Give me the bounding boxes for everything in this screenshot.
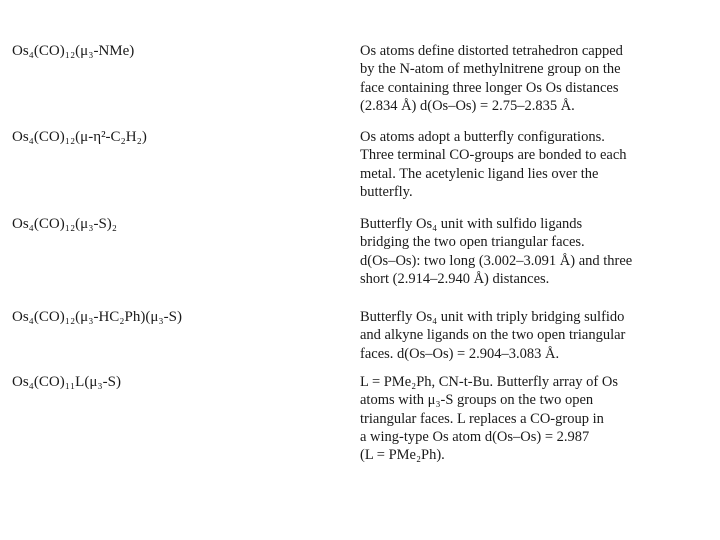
compound-formula: Os₄(CO)₁₁L(μ₃-S) (12, 374, 121, 390)
description-line: (L = PMe₂Ph). (360, 447, 445, 464)
description-line: d(Os–Os): two long (3.002–3.091 Å) and three (360, 252, 633, 269)
compound-description (360, 42, 712, 115)
compound-formula: Os₄(CO)₁₂(μ₃-S)₂ (12, 216, 118, 232)
description-line: butterfly. (360, 183, 413, 200)
description-line: Butterfly Os₄ unit with sulfido ligands (360, 216, 583, 232)
description-line: Butterfly Os₄ unit with triply bridging sulfido (360, 309, 625, 325)
description-line: faces. d(Os–Os) = 2.904–3.083 Å. (360, 345, 560, 362)
description-line: Os atoms adopt a butterfly configurations. (360, 129, 605, 145)
compound-formula: Os₄(CO)₁₂(μ₃-HC₂Ph)(μ₃-S) (12, 309, 182, 325)
description-line: atoms with μ₃-S groups on the two open (360, 392, 594, 409)
compound-formula: Os₄(CO)₁₂(μ-η²-C₂H₂) (12, 129, 147, 145)
compound-description (360, 128, 712, 201)
description-line: L = PMe₂Ph, CN-t-Bu. Butterfly array of Os (360, 374, 618, 390)
description-line: and alkyne ligands on the two open triangular (360, 327, 626, 344)
description-line: Three terminal CO-groups are bonded to each (360, 147, 627, 164)
description-line: bridging the two open triangular faces. (360, 234, 585, 251)
compound-description (360, 373, 712, 464)
description-line: by the N-atom of methylnitrene group on the (360, 61, 621, 78)
description-line: metal. The acetylenic ligand lies over the (360, 165, 599, 182)
compound-formula: Os₄(CO)₁₂(μ₃-NMe) (12, 43, 135, 59)
description-line: (2.834 Å) d(Os–Os) = 2.75–2.835 Å. (360, 97, 575, 114)
compound-description (360, 215, 712, 288)
description-line: a wing-type Os atom d(Os–Os) = 2.987 (360, 428, 590, 445)
description-line: short (2.914–2.940 Å) distances. (360, 270, 550, 287)
description-line: triangular faces. L replaces a CO-group in (360, 410, 604, 427)
description-line: Os atoms define distorted tetrahedron capped (360, 43, 623, 59)
compound-description (360, 308, 712, 363)
description-line: face containing three longer Os Os distances (360, 79, 619, 96)
